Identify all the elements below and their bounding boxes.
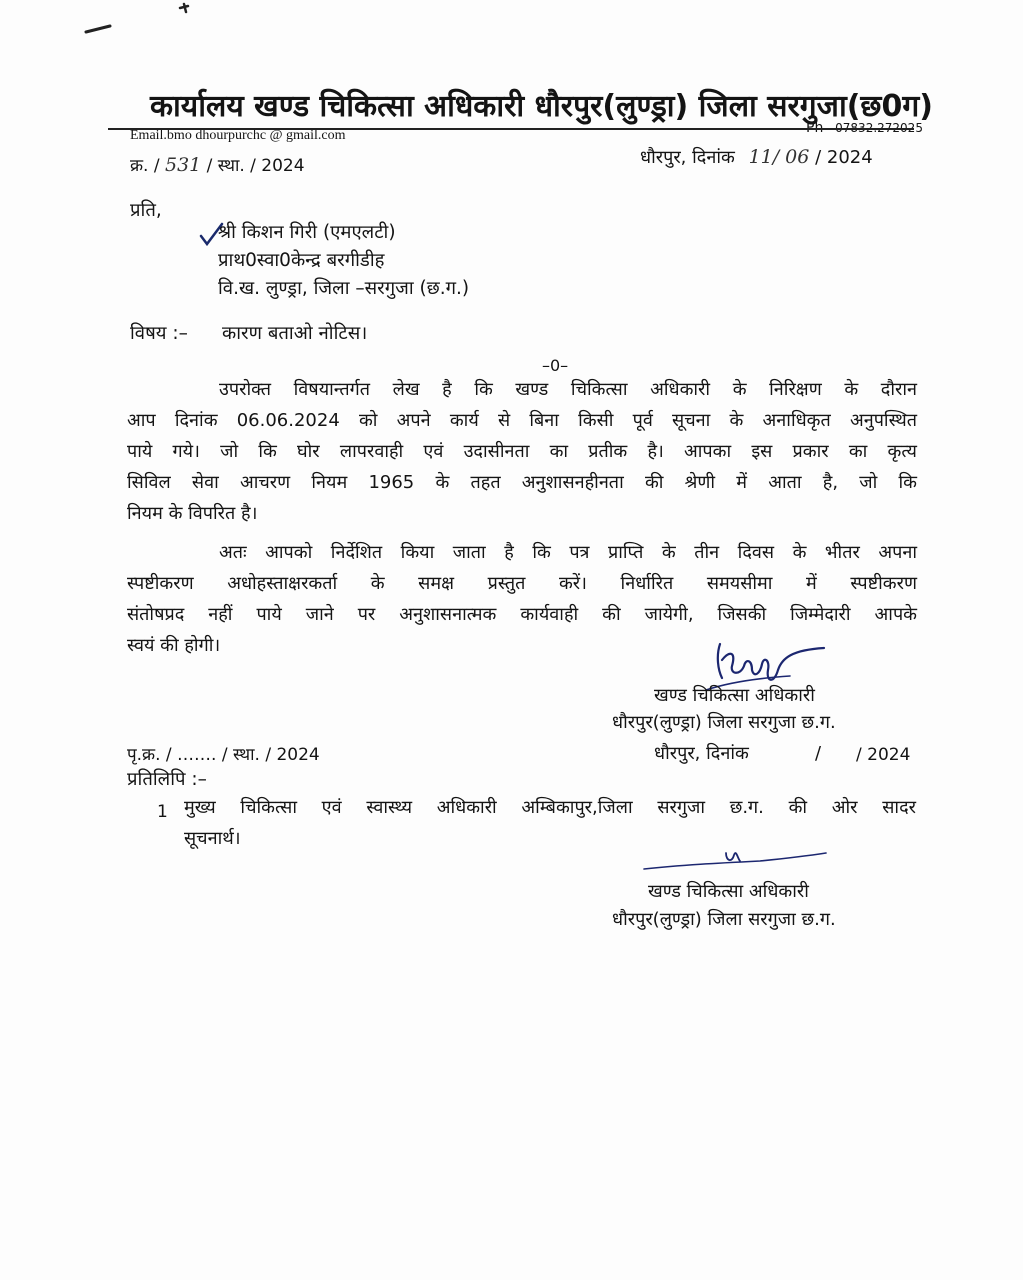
letterhead-rule — [108, 128, 914, 130]
phone-number: 07832.272025 — [835, 121, 923, 135]
reference-suffix: / स्था. / 2024 — [206, 156, 305, 176]
paragraph-1-line-4: सिविल सेवा आचरण नियम 1965 के तहत अनुशासनहीनता की श्रेणी में आता है, जो कि — [127, 472, 917, 493]
recipient-to-label: प्रति, — [130, 200, 162, 221]
reference-handwritten-number: 531 — [165, 154, 202, 176]
copy-item-line-2: सूचनार्थ। — [184, 828, 241, 849]
subject-separator: –0– — [542, 356, 569, 375]
letterhead-title: कार्यालय खण्ड चिकित्सा अधिकारी धौरपुर(लुण्ड्रा) जिला सरगुजा(छ0ग) — [150, 89, 933, 124]
body-paragraph-1 — [127, 374, 917, 529]
reference-prefix: क्र. / — [130, 156, 160, 176]
paragraph-1-line-2: आप दिनांक 06.06.2024 को अपने कार्य से बिना किसी पूर्व सूचना के अनाधिकृत अनुपस्थित — [127, 410, 917, 431]
paragraph-2-line-1: अतः आपको निर्देशित किया जाता है कि पत्र प्राप्ति के तीन दिवस के भीतर अपना — [219, 542, 917, 563]
copy-reference-number: पृ.क्र. / ……. / स्था. / 2024 — [127, 745, 320, 765]
signature-1-place: धौरपुर(लुण्ड्रा) जिला सरगुजा छ.ग. — [612, 712, 836, 733]
reference-date — [640, 145, 873, 169]
recipient-office: प्राथ0स्वा0केन्द्र बरगीडीह — [218, 250, 385, 271]
phone-label: Ph — [806, 120, 824, 136]
copy-reference-place-date: धौरपुर, दिनांक — [654, 743, 749, 764]
date-handwritten: 11/ 06 — [748, 146, 810, 168]
copy-reference-date-blank: / — [815, 743, 822, 764]
signature-2-designation: खण्ड चिकित्सा अधिकारी — [648, 881, 809, 902]
date-year: / 2024 — [815, 147, 873, 168]
signature-2-icon — [640, 845, 830, 875]
letterhead-email: Email.bmo dhourpurchc @ gmail.com — [130, 128, 346, 143]
date-label: धौरपुर, दिनांक — [640, 147, 735, 168]
paragraph-2-line-3: संतोषप्रद नहीं पाये जाने पर अनुशासनात्मक कार्यवाही की जायेगी, जिसकी जिम्मेदारी आपके — [127, 604, 917, 625]
copy-label: प्रतिलिपि :– — [127, 769, 207, 790]
paragraph-2-line-2: स्पष्टीकरण अधोहस्ताक्षरकर्ता के समक्ष प्रस्तुत करें। निर्धारित समयसीमा में स्पष्टीकरण — [127, 573, 917, 594]
recipient-name: श्री किशन गिरी (एमएलटी) — [218, 222, 396, 243]
recipient-address: वि.ख. लुण्ड्रा, जिला –सरगुजा (छ.ग.) — [218, 278, 470, 299]
signature-2-place: धौरपुर(लुण्ड्रा) जिला सरगुजा छ.ग. — [612, 909, 836, 930]
copy-reference-year: / 2024 — [856, 745, 911, 765]
subject-label: विषय :– — [130, 323, 188, 344]
paragraph-1-line-3: पाये गये। जो कि घोर लापरवाही एवं उदासीनता का प्रतीक है। आपका इस प्रकार का कृत्य — [127, 441, 917, 462]
pen-mark-icon — [80, 0, 200, 40]
paragraph-2-line-4: स्वयं की होगी। — [127, 635, 221, 656]
copy-item-number: 1 — [157, 802, 168, 822]
reference-number — [130, 153, 305, 176]
copy-item-line-1: मुख्य चिकित्सा एवं स्वास्थ्य अधिकारी अम्बिकापुर,जिला सरगुजा छ.ग. की ओर सादर — [184, 797, 916, 818]
subject-text: कारण बताओ नोटिस। — [222, 323, 368, 344]
paragraph-1-line-1: उपरोक्त विषयान्तर्गत लेख है कि खण्ड चिकित्सा अधिकारी के निरिक्षण के दौरान — [219, 379, 917, 400]
signature-1-designation: खण्ड चिकित्सा अधिकारी — [654, 685, 815, 706]
paragraph-1-line-5: नियम के विपरित है। — [127, 503, 258, 524]
